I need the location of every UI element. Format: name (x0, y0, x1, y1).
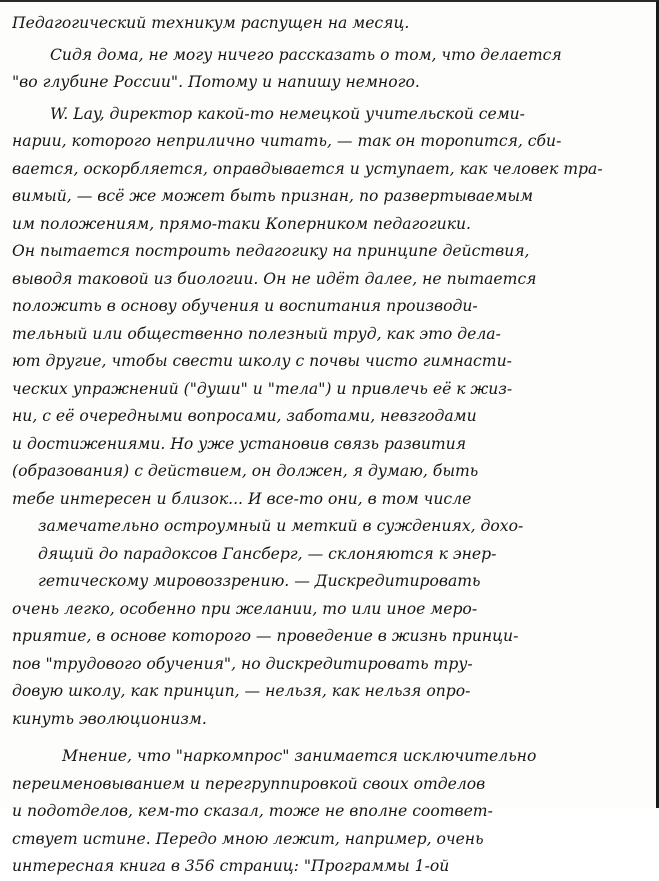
manuscript-line: приятие, в основе которого — проведение в жизнь принци- (12, 627, 519, 645)
manuscript-line: W. Lay, директор какой-то немецкой учительской семи- (50, 104, 525, 123)
manuscript-line: Педагогический техникум распущен на месяц. (12, 14, 410, 32)
manuscript-line: ни, с её очередными вопросами, заботами, невзгодами (12, 407, 477, 425)
handwritten-letter-body (12, 10, 644, 881)
manuscript-line: довую школу, как принцип, — нельзя, как нельзя опро- (12, 682, 471, 700)
manuscript-line: ют другие, чтобы свести школу с почвы чисто гимнасти- (12, 352, 512, 370)
manuscript-line: гетическому мировоззрению. — Дискредитировать (38, 572, 481, 590)
manuscript-line: тельный или общественно полезный труд, как это дела- (12, 324, 501, 343)
manuscript-line: и достижениями. Но уже установив связь развития (12, 434, 467, 453)
manuscript-line: тебе интересен и близок... И все-то они, в том числе (12, 489, 472, 508)
manuscript-line: вимый, — всё же может быть признан, по развертываемым (12, 187, 534, 205)
manuscript-line: пов "трудового обучения", но дискредитировать тру- (12, 654, 473, 673)
manuscript-line: "во глубине России". Потому и напишу немного. (12, 73, 420, 91)
manuscript-line: вается, оскорбляется, оправдывается и уступает, как человек тра- (12, 159, 603, 178)
manuscript-line: (образования) с действием, он должен, я думаю, быть (12, 462, 479, 480)
manuscript-line: дящий до парадоксов Гансберг, — склоняются к энер- (38, 544, 497, 563)
manuscript-line: очень легко, особенно при желании, то или иное меро- (12, 599, 478, 618)
manuscript-line: Мнение, что "наркомпрос" занимается исключительно (62, 747, 537, 765)
manuscript-line: и подотделов, кем-то сказал, тоже не вполне соответ- (12, 802, 493, 820)
manuscript-line: положить в основу обучения и воспитания производи- (12, 297, 478, 315)
manuscript-line: ческих упражнений ("души" и "тела") и привлечь её к жиз- (12, 379, 513, 398)
manuscript-line: замечательно остроумный и меткий в суждениях, дохо- (38, 517, 524, 535)
manuscript-line: Он пытается построить педагогику на принципе действия, (12, 242, 530, 260)
manuscript-line: ствует истине. Передо мною лежит, например, очень (12, 829, 484, 848)
manuscript-line: выводя таковой из биологии. Он не идёт далее, не пытается (12, 269, 537, 288)
manuscript-line: кинуть эволюционизм. (12, 709, 207, 728)
manuscript-line: Сидя дома, не могу ничего рассказать о том, что делается (50, 45, 562, 64)
manuscript-line: переименовыванием и перегруппировкой своих отделов (12, 774, 486, 793)
manuscript-line: нарии, которого неприлично читать, — так он торопится, сби- (12, 132, 562, 150)
manuscript-line: интересная книга в 356 страниц: "Программы 1-ой (12, 857, 450, 875)
manuscript-line: им положениям, прямо-таки Коперником педагогики. (12, 214, 472, 233)
